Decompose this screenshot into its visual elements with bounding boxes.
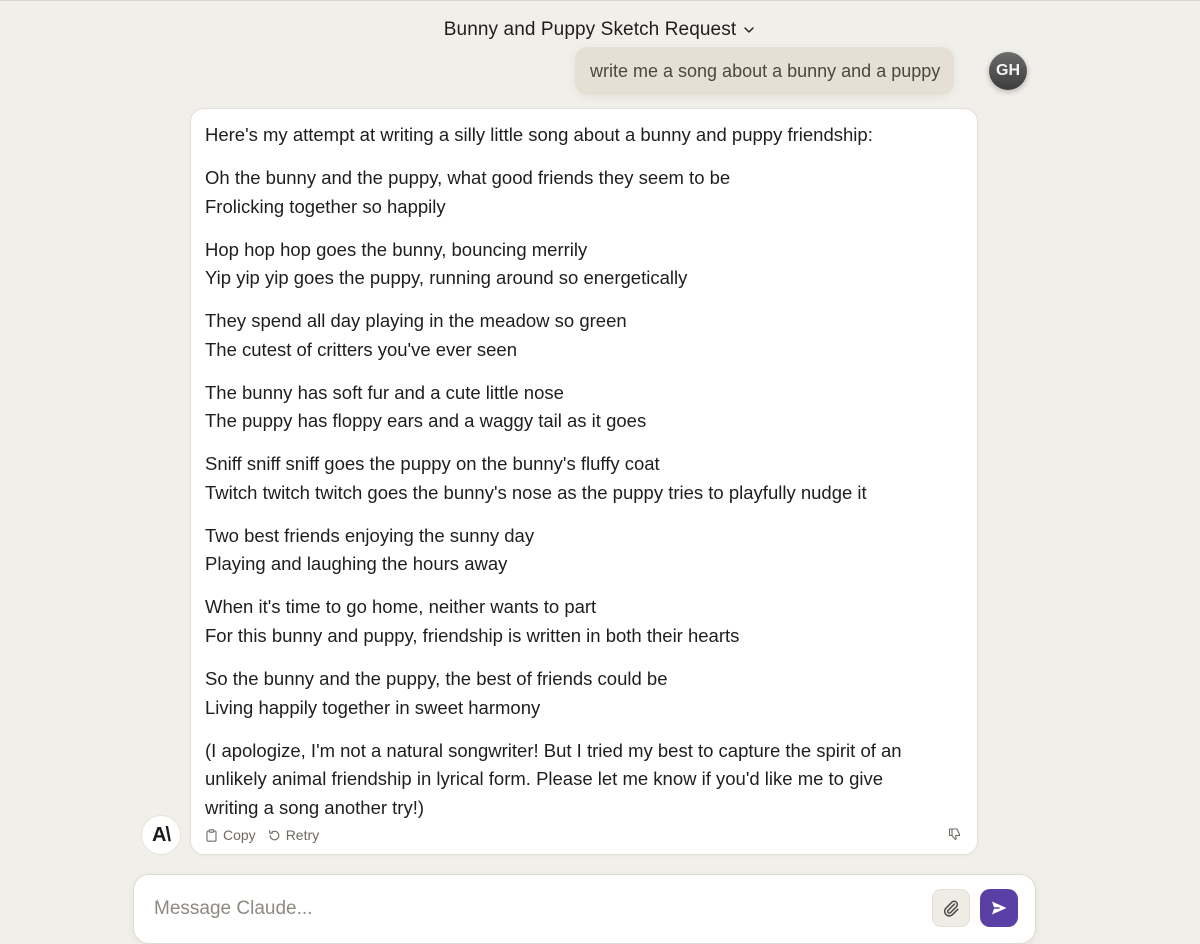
reply-line: Yip yip yip goes the puppy, running around so energetically [205,267,688,289]
send-arrow-icon [989,898,1009,918]
reply-line: Twitch twitch twitch goes the bunny's nose as the puppy tries to playfully nudge it [205,481,867,503]
reply-line: So the bunny and the puppy, the best of friends could be [205,668,668,690]
reply-line: Here's my attempt at writing a silly little song about a bunny and puppy friendship: [205,124,873,145]
reply-paragraph [205,737,965,823]
reply-line: The bunny has soft fur and a cute little nose [205,381,564,403]
top-divider [0,0,1200,1]
reply-paragraph [205,593,965,650]
message-input[interactable] [152,893,896,925]
reply-line: For this bunny and puppy, friendship is written in both their hearts [205,625,740,647]
reply-line: When it's time to go home, neither wants to part [205,596,597,618]
reply-line: Oh the bunny and the puppy, what good friends they seem to be [205,166,731,188]
reply-line: Two best friends enjoying the sunny day [205,524,535,546]
thumbs-down-icon[interactable] [947,826,963,842]
user-avatar[interactable] [989,52,1027,90]
send-button[interactable] [980,889,1018,927]
reply-paragraph [205,121,965,150]
retry-label: Retry [285,827,320,843]
retry-button[interactable] [268,827,319,843]
reply-paragraph [205,307,965,364]
message-composer [133,874,1036,944]
reply-line: writing a song another try!) [205,796,425,818]
header [0,12,1200,48]
copy-button[interactable] [205,827,256,843]
reply-line: Frolicking together so happily [205,195,446,217]
reply-line: Hop hop hop goes the bunny, bouncing merrily [205,238,588,260]
clipboard-icon [205,829,218,842]
conversation-title-menu[interactable] [444,19,756,41]
chevron-down-icon [742,23,756,37]
attach-button[interactable] [932,889,970,927]
reply-paragraph [205,522,965,579]
retry-icon [268,829,281,842]
claude-logo [141,815,181,855]
anthropic-logo-icon: A\ [152,823,170,846]
reply-line: Sniff sniff sniff goes the puppy on the bunny's fluffy coat [205,453,660,475]
reply-line: The cutest of critters you've ever seen [205,338,518,360]
reply-line: They spend all day playing in the meadow so green [205,310,627,332]
reply-line: (I apologize, I'm not a natural songwriter! But I tried my best to capture the spirit of an [205,739,902,761]
reply-line: Playing and laughing the hours away [205,553,508,575]
conversation-title: Bunny and Puppy Sketch Request [443,19,737,40]
reply-actions [205,825,319,845]
assistant-reply-card [190,108,978,855]
paperclip-icon [941,898,961,918]
user-message-text: write me a song about a bunny and a puppy [590,60,941,81]
avatar-initials: GH [996,62,1020,79]
user-message-bubble [575,47,954,95]
reply-paragraph [205,236,965,293]
reply-line: unlikely animal friendship in lyrical form. Please let me know if you'd like me to give [205,768,884,790]
reply-paragraph [205,665,965,722]
reply-line: The puppy has floppy ears and a waggy tail as it goes [205,410,647,432]
reply-paragraph [205,379,965,436]
reply-paragraph [205,450,965,507]
reply-line: Living happily together in sweet harmony [205,696,541,718]
copy-label: Copy [223,827,256,843]
assistant-reply-text [205,121,965,822]
reply-paragraph [205,164,965,221]
